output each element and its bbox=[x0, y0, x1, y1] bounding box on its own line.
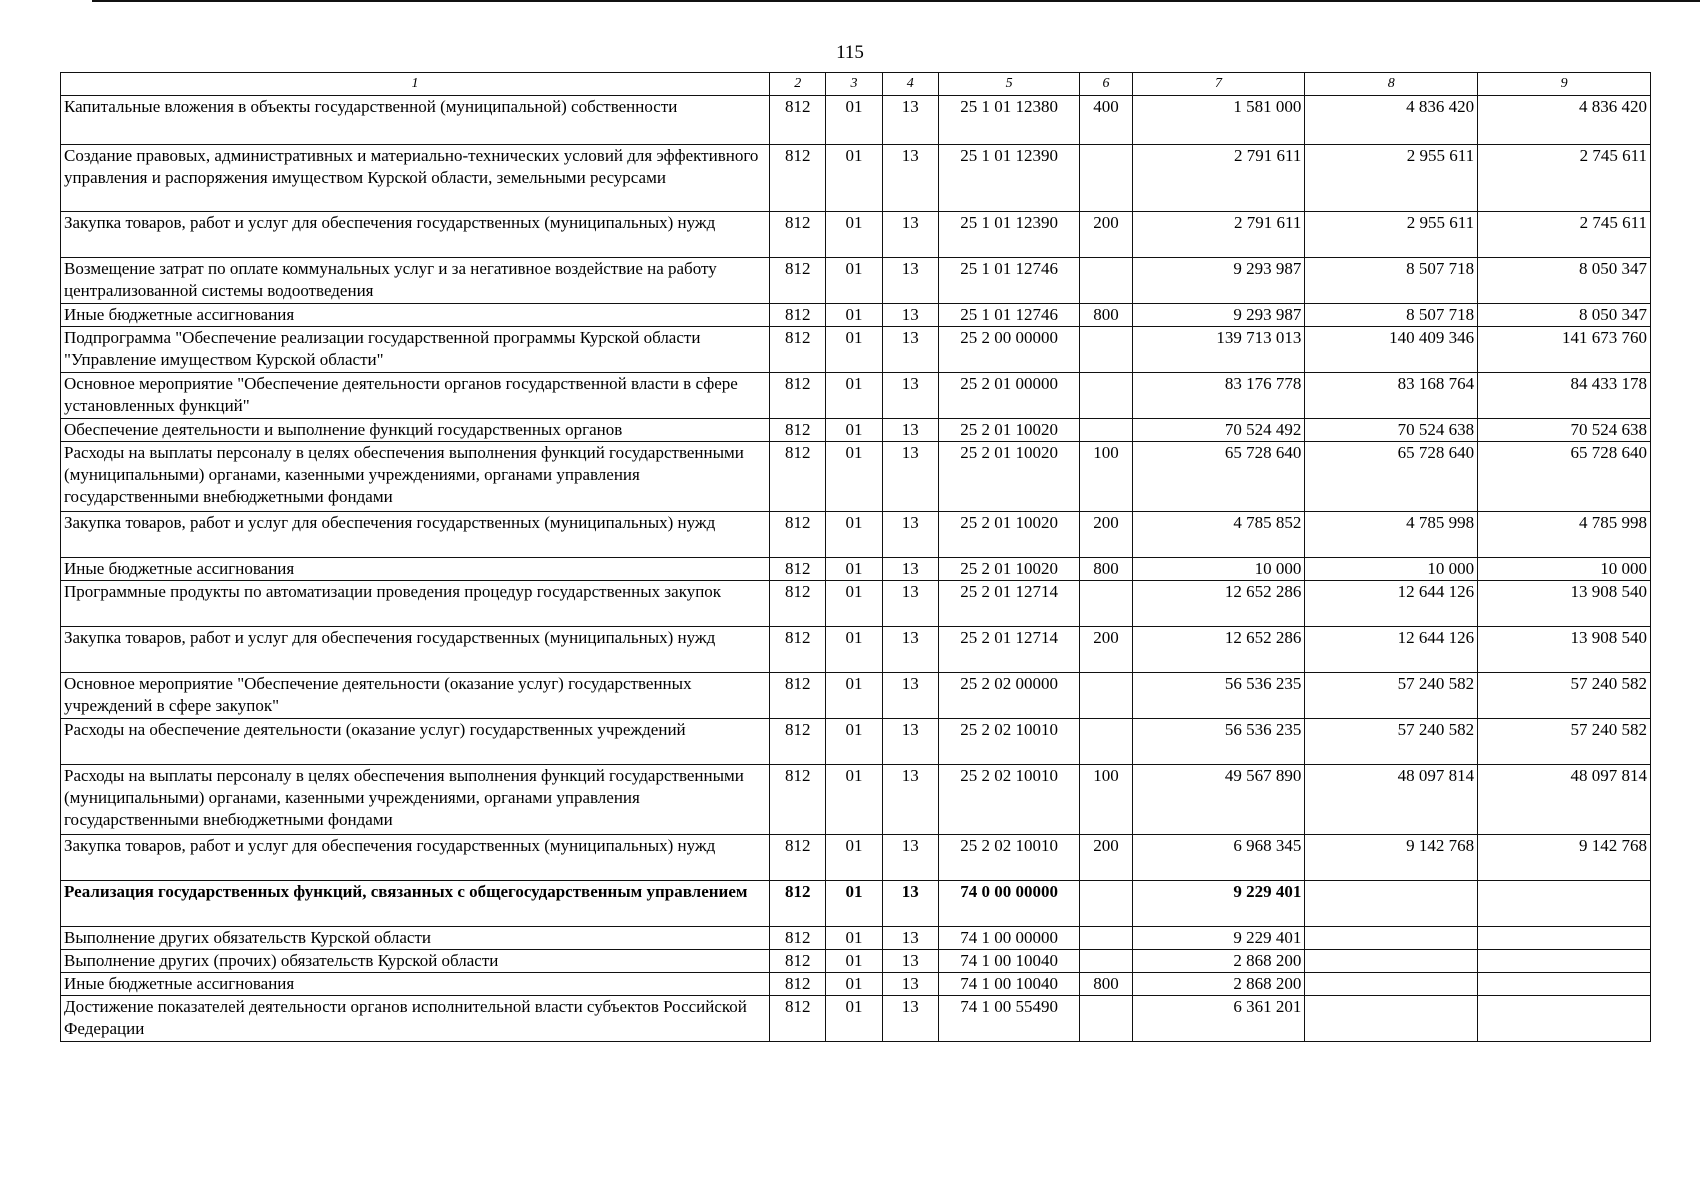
amount-cell: 4 836 420 bbox=[1305, 96, 1478, 145]
name-cell: Подпрограмма "Обеспечение реализации государственной программы Курской области "Управление имуществом Курской области" bbox=[61, 327, 770, 373]
table-row bbox=[61, 258, 1651, 304]
table-row bbox=[61, 835, 1651, 881]
amount-cell: 2 791 611 bbox=[1132, 145, 1305, 212]
code-cell bbox=[1080, 373, 1132, 419]
code-cell: 01 bbox=[826, 973, 882, 996]
name-cell: Расходы на обеспечение деятельности (оказание услуг) государственных учреждений bbox=[61, 719, 770, 765]
code-cell: 13 bbox=[882, 373, 938, 419]
code-cell: 812 bbox=[770, 973, 826, 996]
code-cell: 13 bbox=[882, 442, 938, 512]
amount-cell: 70 524 638 bbox=[1478, 419, 1651, 442]
name-cell: Возмещение затрат по оплате коммунальных услуг и за негативное воздействие на работу централизованной системы водоотведения bbox=[61, 258, 770, 304]
code-cell: 01 bbox=[826, 581, 882, 627]
name-cell: Выполнение других (прочих) обязательств Курской области bbox=[61, 950, 770, 973]
code-cell: 13 bbox=[882, 950, 938, 973]
page-number: 115 bbox=[836, 42, 864, 63]
code-cell: 812 bbox=[770, 950, 826, 973]
table-row bbox=[61, 327, 1651, 373]
code-cell: 74 1 00 00000 bbox=[938, 927, 1080, 950]
code-cell: 01 bbox=[826, 950, 882, 973]
amount-cell bbox=[1478, 881, 1651, 927]
column-header: 8 bbox=[1305, 73, 1478, 96]
code-cell: 25 2 02 00000 bbox=[938, 673, 1080, 719]
table-row bbox=[61, 950, 1651, 973]
amount-cell: 83 176 778 bbox=[1132, 373, 1305, 419]
code-cell: 25 1 01 12746 bbox=[938, 258, 1080, 304]
table-row bbox=[61, 512, 1651, 558]
amount-cell: 2 745 611 bbox=[1478, 145, 1651, 212]
code-cell: 812 bbox=[770, 927, 826, 950]
code-cell: 25 2 02 10010 bbox=[938, 835, 1080, 881]
amount-cell: 57 240 582 bbox=[1478, 719, 1651, 765]
code-cell: 13 bbox=[882, 212, 938, 258]
amount-cell: 57 240 582 bbox=[1478, 673, 1651, 719]
table-row bbox=[61, 996, 1651, 1042]
name-cell: Реализация государственных функций, связанных с общегосударственным управлением bbox=[61, 881, 770, 927]
code-cell: 25 2 01 00000 bbox=[938, 373, 1080, 419]
amount-cell: 10 000 bbox=[1305, 558, 1478, 581]
code-cell: 13 bbox=[882, 973, 938, 996]
code-cell: 74 1 00 10040 bbox=[938, 950, 1080, 973]
table-row bbox=[61, 673, 1651, 719]
name-cell: Достижение показателей деятельности органов исполнительной власти субъектов Российской Федерации bbox=[61, 996, 770, 1042]
name-cell: Иные бюджетные ассигнования bbox=[61, 304, 770, 327]
name-cell: Создание правовых, административных и материально-технических условий для эффективного управления и распоряжения имуществом Курской области, земельными ресурсами bbox=[61, 145, 770, 212]
table-row bbox=[61, 719, 1651, 765]
code-cell: 13 bbox=[882, 996, 938, 1042]
code-cell: 25 2 01 12714 bbox=[938, 581, 1080, 627]
name-cell: Основное мероприятие "Обеспечение деятельности органов государственной власти в сфере установленных функций" bbox=[61, 373, 770, 419]
code-cell: 13 bbox=[882, 719, 938, 765]
amount-cell: 9 229 401 bbox=[1132, 881, 1305, 927]
amount-cell: 12 652 286 bbox=[1132, 581, 1305, 627]
code-cell: 01 bbox=[826, 558, 882, 581]
code-cell: 812 bbox=[770, 258, 826, 304]
code-cell: 400 bbox=[1080, 96, 1132, 145]
name-cell: Закупка товаров, работ и услуг для обеспечения государственных (муниципальных) нужд bbox=[61, 627, 770, 673]
amount-cell: 10 000 bbox=[1132, 558, 1305, 581]
amount-cell: 65 728 640 bbox=[1478, 442, 1651, 512]
amount-cell: 140 409 346 bbox=[1305, 327, 1478, 373]
code-cell: 01 bbox=[826, 442, 882, 512]
amount-cell: 12 644 126 bbox=[1305, 581, 1478, 627]
code-cell: 812 bbox=[770, 442, 826, 512]
code-cell: 74 1 00 55490 bbox=[938, 996, 1080, 1042]
table-row bbox=[61, 973, 1651, 996]
code-cell: 01 bbox=[826, 258, 882, 304]
code-cell: 812 bbox=[770, 304, 826, 327]
name-cell: Расходы на выплаты персоналу в целях обеспечения выполнения функций государственными (муниципальными) органами, казенными учреждениями, органами управления государственными внебюджетными фондами bbox=[61, 442, 770, 512]
amount-cell: 4 836 420 bbox=[1478, 96, 1651, 145]
table-row bbox=[61, 419, 1651, 442]
code-cell: 25 1 01 12746 bbox=[938, 304, 1080, 327]
code-cell: 74 1 00 10040 bbox=[938, 973, 1080, 996]
table-row bbox=[61, 627, 1651, 673]
code-cell: 01 bbox=[826, 145, 882, 212]
header-row bbox=[61, 73, 1651, 96]
amount-cell: 141 673 760 bbox=[1478, 327, 1651, 373]
table-row bbox=[61, 373, 1651, 419]
amount-cell: 70 524 638 bbox=[1305, 419, 1478, 442]
amount-cell: 9 142 768 bbox=[1305, 835, 1478, 881]
top-rule bbox=[92, 0, 1700, 2]
code-cell: 13 bbox=[882, 419, 938, 442]
code-cell: 25 1 01 12390 bbox=[938, 145, 1080, 212]
code-cell: 812 bbox=[770, 765, 826, 835]
amount-cell: 65 728 640 bbox=[1305, 442, 1478, 512]
amount-cell bbox=[1305, 881, 1478, 927]
amount-cell: 9 293 987 bbox=[1132, 304, 1305, 327]
name-cell: Выполнение других обязательств Курской области bbox=[61, 927, 770, 950]
code-cell: 13 bbox=[882, 765, 938, 835]
column-header: 4 bbox=[882, 73, 938, 96]
code-cell: 13 bbox=[882, 96, 938, 145]
amount-cell: 12 644 126 bbox=[1305, 627, 1478, 673]
column-header: 1 bbox=[61, 73, 770, 96]
amount-cell: 56 536 235 bbox=[1132, 673, 1305, 719]
code-cell: 13 bbox=[882, 512, 938, 558]
amount-cell: 9 293 987 bbox=[1132, 258, 1305, 304]
name-cell: Иные бюджетные ассигнования bbox=[61, 973, 770, 996]
code-cell bbox=[1080, 719, 1132, 765]
code-cell: 25 2 01 10020 bbox=[938, 558, 1080, 581]
amount-cell: 8 507 718 bbox=[1305, 304, 1478, 327]
amount-cell bbox=[1305, 950, 1478, 973]
code-cell: 100 bbox=[1080, 442, 1132, 512]
amount-cell bbox=[1478, 973, 1651, 996]
code-cell: 25 1 01 12390 bbox=[938, 212, 1080, 258]
code-cell: 13 bbox=[882, 304, 938, 327]
code-cell: 812 bbox=[770, 419, 826, 442]
code-cell bbox=[1080, 581, 1132, 627]
budget-table bbox=[60, 72, 1651, 1042]
code-cell: 13 bbox=[882, 927, 938, 950]
code-cell: 13 bbox=[882, 581, 938, 627]
code-cell: 812 bbox=[770, 719, 826, 765]
code-cell: 812 bbox=[770, 581, 826, 627]
code-cell: 812 bbox=[770, 996, 826, 1042]
code-cell: 812 bbox=[770, 96, 826, 145]
amount-cell: 70 524 492 bbox=[1132, 419, 1305, 442]
code-cell bbox=[1080, 327, 1132, 373]
code-cell: 01 bbox=[826, 881, 882, 927]
amount-cell: 84 433 178 bbox=[1478, 373, 1651, 419]
name-cell: Закупка товаров, работ и услуг для обеспечения государственных (муниципальных) нужд bbox=[61, 512, 770, 558]
amount-cell: 12 652 286 bbox=[1132, 627, 1305, 673]
code-cell: 800 bbox=[1080, 558, 1132, 581]
amount-cell: 48 097 814 bbox=[1305, 765, 1478, 835]
code-cell: 13 bbox=[882, 558, 938, 581]
column-header: 3 bbox=[826, 73, 882, 96]
code-cell: 01 bbox=[826, 719, 882, 765]
code-cell: 01 bbox=[826, 627, 882, 673]
amount-cell: 49 567 890 bbox=[1132, 765, 1305, 835]
code-cell: 812 bbox=[770, 835, 826, 881]
code-cell: 01 bbox=[826, 304, 882, 327]
code-cell: 01 bbox=[826, 835, 882, 881]
column-header: 2 bbox=[770, 73, 826, 96]
code-cell: 800 bbox=[1080, 973, 1132, 996]
amount-cell bbox=[1478, 996, 1651, 1042]
amount-cell: 4 785 998 bbox=[1305, 512, 1478, 558]
code-cell: 01 bbox=[826, 927, 882, 950]
code-cell: 812 bbox=[770, 558, 826, 581]
amount-cell: 57 240 582 bbox=[1305, 719, 1478, 765]
code-cell bbox=[1080, 258, 1132, 304]
amount-cell: 2 791 611 bbox=[1132, 212, 1305, 258]
code-cell: 13 bbox=[882, 835, 938, 881]
amount-cell: 6 968 345 bbox=[1132, 835, 1305, 881]
table-row bbox=[61, 558, 1651, 581]
amount-cell: 4 785 852 bbox=[1132, 512, 1305, 558]
code-cell: 812 bbox=[770, 145, 826, 212]
table-row bbox=[61, 581, 1651, 627]
amount-cell: 56 536 235 bbox=[1132, 719, 1305, 765]
column-header: 7 bbox=[1132, 73, 1305, 96]
amount-cell bbox=[1305, 996, 1478, 1042]
code-cell: 812 bbox=[770, 373, 826, 419]
table-row bbox=[61, 96, 1651, 145]
code-cell: 200 bbox=[1080, 212, 1132, 258]
code-cell: 13 bbox=[882, 627, 938, 673]
amount-cell: 65 728 640 bbox=[1132, 442, 1305, 512]
code-cell: 01 bbox=[826, 996, 882, 1042]
code-cell bbox=[1080, 145, 1132, 212]
code-cell: 200 bbox=[1080, 512, 1132, 558]
table-row bbox=[61, 881, 1651, 927]
amount-cell: 8 050 347 bbox=[1478, 304, 1651, 327]
amount-cell: 13 908 540 bbox=[1478, 581, 1651, 627]
table-row bbox=[61, 765, 1651, 835]
amount-cell: 2 955 611 bbox=[1305, 145, 1478, 212]
amount-cell: 48 097 814 bbox=[1478, 765, 1651, 835]
code-cell: 13 bbox=[882, 327, 938, 373]
code-cell bbox=[1080, 673, 1132, 719]
name-cell: Основное мероприятие "Обеспечение деятельности (оказание услуг) государственных учреждений в сфере закупок" bbox=[61, 673, 770, 719]
code-cell: 01 bbox=[826, 373, 882, 419]
code-cell: 812 bbox=[770, 673, 826, 719]
code-cell: 01 bbox=[826, 765, 882, 835]
code-cell: 13 bbox=[882, 145, 938, 212]
code-cell: 25 2 01 10020 bbox=[938, 512, 1080, 558]
code-cell bbox=[1080, 950, 1132, 973]
code-cell: 74 0 00 00000 bbox=[938, 881, 1080, 927]
code-cell: 13 bbox=[882, 258, 938, 304]
amount-cell bbox=[1305, 973, 1478, 996]
column-header: 6 bbox=[1080, 73, 1132, 96]
table-row bbox=[61, 212, 1651, 258]
code-cell: 800 bbox=[1080, 304, 1132, 327]
name-cell: Закупка товаров, работ и услуг для обеспечения государственных (муниципальных) нужд bbox=[61, 212, 770, 258]
code-cell: 01 bbox=[826, 673, 882, 719]
code-cell: 25 2 02 10010 bbox=[938, 719, 1080, 765]
amount-cell: 9 142 768 bbox=[1478, 835, 1651, 881]
code-cell: 25 2 00 00000 bbox=[938, 327, 1080, 373]
column-header: 9 bbox=[1478, 73, 1651, 96]
amount-cell: 2 745 611 bbox=[1478, 212, 1651, 258]
code-cell: 01 bbox=[826, 512, 882, 558]
code-cell: 812 bbox=[770, 327, 826, 373]
amount-cell: 6 361 201 bbox=[1132, 996, 1305, 1042]
table-row bbox=[61, 927, 1651, 950]
code-cell: 25 2 01 12714 bbox=[938, 627, 1080, 673]
name-cell: Закупка товаров, работ и услуг для обеспечения государственных (муниципальных) нужд bbox=[61, 835, 770, 881]
code-cell bbox=[1080, 996, 1132, 1042]
code-cell bbox=[1080, 927, 1132, 950]
name-cell: Обеспечение деятельности и выполнение функций государственных органов bbox=[61, 419, 770, 442]
amount-cell: 1 581 000 bbox=[1132, 96, 1305, 145]
amount-cell bbox=[1478, 950, 1651, 973]
code-cell bbox=[1080, 881, 1132, 927]
amount-cell: 2 868 200 bbox=[1132, 950, 1305, 973]
amount-cell: 83 168 764 bbox=[1305, 373, 1478, 419]
code-cell: 01 bbox=[826, 96, 882, 145]
amount-cell: 2 955 611 bbox=[1305, 212, 1478, 258]
code-cell: 01 bbox=[826, 419, 882, 442]
code-cell: 812 bbox=[770, 212, 826, 258]
amount-cell: 139 713 013 bbox=[1132, 327, 1305, 373]
code-cell: 100 bbox=[1080, 765, 1132, 835]
amount-cell bbox=[1478, 927, 1651, 950]
name-cell: Программные продукты по автоматизации проведения процедур государственных закупок bbox=[61, 581, 770, 627]
code-cell: 812 bbox=[770, 881, 826, 927]
name-cell: Иные бюджетные ассигнования bbox=[61, 558, 770, 581]
amount-cell bbox=[1305, 927, 1478, 950]
amount-cell: 8 507 718 bbox=[1305, 258, 1478, 304]
code-cell: 01 bbox=[826, 327, 882, 373]
amount-cell: 10 000 bbox=[1478, 558, 1651, 581]
code-cell: 25 2 02 10010 bbox=[938, 765, 1080, 835]
code-cell: 25 2 01 10020 bbox=[938, 419, 1080, 442]
name-cell: Расходы на выплаты персоналу в целях обеспечения выполнения функций государственными (муниципальными) органами, казенными учреждениями, органами управления государственными внебюджетными фондами bbox=[61, 765, 770, 835]
code-cell: 200 bbox=[1080, 835, 1132, 881]
code-cell bbox=[1080, 419, 1132, 442]
amount-cell: 13 908 540 bbox=[1478, 627, 1651, 673]
table-row bbox=[61, 145, 1651, 212]
code-cell: 25 1 01 12380 bbox=[938, 96, 1080, 145]
code-cell: 200 bbox=[1080, 627, 1132, 673]
amount-cell: 57 240 582 bbox=[1305, 673, 1478, 719]
amount-cell: 4 785 998 bbox=[1478, 512, 1651, 558]
amount-cell: 9 229 401 bbox=[1132, 927, 1305, 950]
table-row bbox=[61, 442, 1651, 512]
code-cell: 812 bbox=[770, 512, 826, 558]
code-cell: 13 bbox=[882, 673, 938, 719]
code-cell: 812 bbox=[770, 627, 826, 673]
amount-cell: 8 050 347 bbox=[1478, 258, 1651, 304]
amount-cell: 2 868 200 bbox=[1132, 973, 1305, 996]
column-header: 5 bbox=[938, 73, 1080, 96]
code-cell: 01 bbox=[826, 212, 882, 258]
table-row bbox=[61, 304, 1651, 327]
name-cell: Капитальные вложения в объекты государственной (муниципальной) собственности bbox=[61, 96, 770, 145]
code-cell: 13 bbox=[882, 881, 938, 927]
code-cell: 25 2 01 10020 bbox=[938, 442, 1080, 512]
